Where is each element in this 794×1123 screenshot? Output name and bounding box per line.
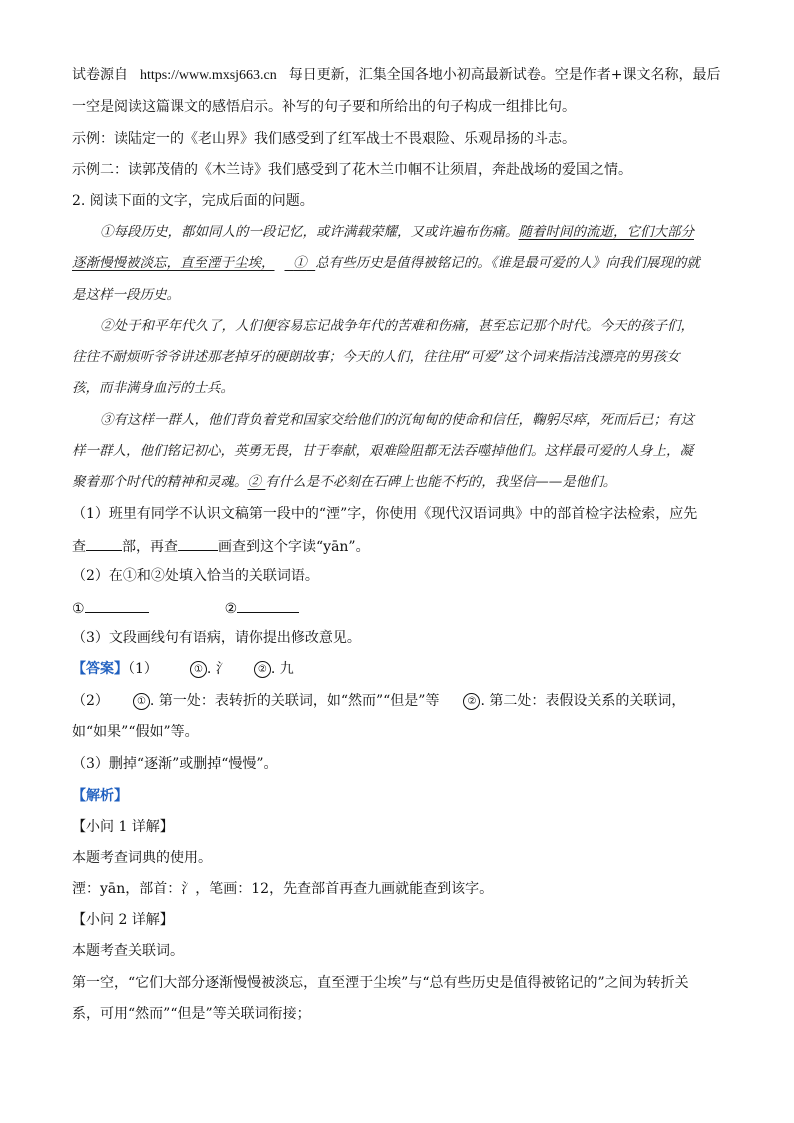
answer-line-2 [72,691,685,711]
example-1: 示例：读陆定一的《老山界》我们感受到了红军战士不畏艰险、乐观昂扬的斗志。 [72,131,576,147]
sub1-post: 画查到这个字读“yān”。 [218,539,370,555]
answer-line-1 [72,659,294,679]
stroke-blank[interactable] [178,535,218,551]
analysis-s2-title: 【小问 2 详解】 [72,912,174,928]
analysis-tag: 【解析】 [72,788,128,804]
sub-question-2-blanks [72,597,299,619]
update-text: 每日更新，汇集全国各地小初高最新试卷。 [288,67,555,83]
passage-p1-line3: 是这样一段历史。 [72,287,180,303]
answer-1-item2-num: ② [254,661,271,678]
blank-2-marker: ② [224,601,238,617]
passage-p1-line1 [100,222,694,242]
passage-p3-line2: 样一群人，他们铭记初心，英勇无畏，甘于奉献，艰难险阻都无法吞噬掉他们。这样最可爱的人身上，凝 [72,443,693,459]
passage-p3-line3 [72,472,616,492]
analysis-s2-line2: 第一空，“它们大部分逐渐慢慢被淡忘，直至湮于尘埃”与“总有些历史是值得被铭记的”之间为转折关 [72,975,689,991]
blank-2-line[interactable] [237,597,299,613]
p1-text-b: 总有些历史是值得被铭记的。《谁是最可爱的人》向我们展现的就 [315,255,700,271]
answer-line-3: （3）删掉“逐渐”或删掉“慢慢”。 [72,756,278,772]
answer-line-2-cont: 如“如果”“假如”等。 [72,724,199,740]
analysis-s2-line1: 本题考查关联词。 [72,943,184,959]
answer-tag: 【答案】 [72,661,128,677]
answer-1-label: （1） [128,661,158,677]
sub-question-1-line2 [72,535,370,557]
answer-2-item1-num: ① [133,693,150,710]
p1-underlined-a: 随着时间的流逝，它们大部分 [518,224,694,240]
source-url[interactable]: https://www.mxsj663.cn [140,68,277,83]
p3-text-c1: 聚着那个时代的精神和灵魂。 [72,474,248,490]
sub-question-3: （3）文段画线句有语病，请你提出修改意见。 [72,630,361,646]
answer-1-item1-num: ① [190,661,207,678]
sub1-pre: 查 [72,539,86,555]
p3-text-c2: 有什么是不必刻在石碑上也能不朽的，我坚信——是他们。 [265,474,617,490]
p1-text-a: ①每段历史，都如同人的一段记忆，或许满载荣耀，又或许遍布伤痛。 [100,224,519,240]
example-2: 示例二：读郭茂倩的《木兰诗》我们感受到了花木兰巾帼不让须眉，奔赴战场的爱国之情。 [72,162,632,178]
passage-p2-line3: 孩，而非满身血污的士兵。 [72,380,234,396]
analysis-s1-title: 【小问 1 详解】 [72,819,174,835]
sub-question-1-line1: （1）班里有同学不认识文稿第一段中的“湮”字，你使用《现代汉语词典》中的部首检字法检索，应先 [72,506,698,522]
answer-2-item2: . 第二处：表假设关系的关联词， [480,693,686,709]
question-title: 2. 阅读下面的文字，完成后面的问题。 [72,193,314,209]
blank-1-marker: ① [72,601,85,617]
header-line-1 [72,65,721,86]
radical-blank[interactable] [86,535,122,551]
instruction-part2: 一空是阅读这篇课文的感悟启示。补写的句子要和所给出的句子构成一组排比句。 [72,99,576,115]
analysis-s2-line3: 系，可用“然而”“但是”等关联词衔接； [72,1006,311,1022]
passage-p2-line2: 往往不耐烦听爷爷讲述那老掉牙的硬朗故事；今天的人们，往往用“可爱”这个词来指洁浅漂亮的男孩女 [72,349,680,365]
passage-p2-line1: ②处于和平年代久了，人们便容易忘记战争年代的苦难和伤痛，甚至忘记那个时代。今天的孩子们， [100,318,694,334]
sub-question-2: （2）在①和②处填入恰当的关联词语。 [72,568,319,584]
sub1-mid: 部，再查 [122,539,178,555]
answer-1-item2: . 九 [270,661,294,677]
answer-2-item1: . 第一处：表转折的关联词，如“然而”“但是”等 [149,693,440,709]
answer-2-label: （2） [72,693,109,709]
p3-blank-2: ② [247,474,261,490]
source-label: 试卷源自 [72,67,128,83]
p1-underlined-b: 逐渐慢慢被淡忘，直至湮于尘埃， [72,255,275,271]
answer-1-item1: . 氵 [206,661,230,677]
answer-2-item2-num: ② [463,693,480,710]
passage-p3-line1: ③有这样一群人，他们背负着党和国家交给他们的沉甸甸的使命和信任，鞠躬尽瘁，死而后已；有这 [100,412,694,428]
p1-blank-1: ① [293,255,307,271]
blank-1-line[interactable] [85,597,149,613]
analysis-s1-line1: 本题考查词典的使用。 [72,850,212,866]
passage-p1-line2 [72,253,700,273]
instruction-part1: 空是作者+课文名称，最后 [554,67,721,83]
analysis-s1-line2: 湮：yān，部首：氵，笔画：12，先查部首再查九画就能查到该字。 [72,881,494,897]
